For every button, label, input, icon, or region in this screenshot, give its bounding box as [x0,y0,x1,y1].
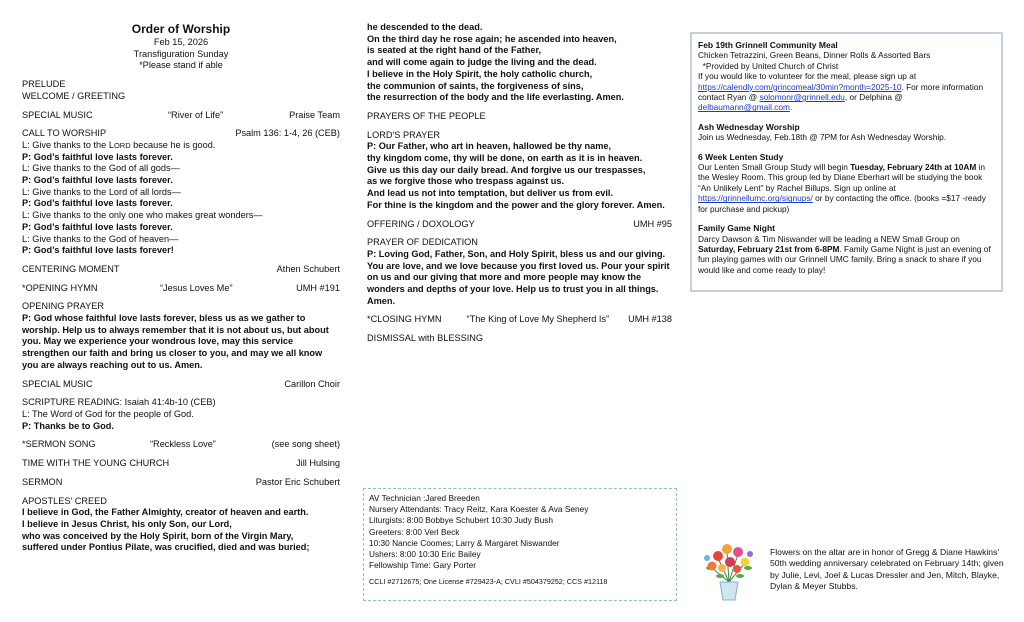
leader-text: L: Give thanks to the L [22,139,114,150]
sermon [22,477,340,489]
game-night-details: . Family Game Night is just an evening of fun playing games with our Grinnell UMC family. Bring a snack to share if you would like and come ready to play! [698,243,991,275]
young-church-label: TIME WITH THE YOUNG CHURCH [22,458,170,469]
creed-line: I believe in God, the Father Almighty, creator of heaven and earth. [22,507,309,518]
page-title: Order of Worship [131,22,231,36]
call-to-worship-ref: Psalm 136: 1-4, 26 (CEB) [235,128,340,139]
liturgical-sunday: Transfiguration Sunday [133,48,229,59]
dismissal: DISMISSAL with BLESSING [367,333,484,344]
opening-hymn [22,283,340,295]
volunteer-line: Nursery Attendants: Tracy Reitz, Kara Koester & Ava Seney [369,504,589,515]
creed-line: the resurrection of the body and the life everlasting. Amen. [367,92,624,103]
lenten-study-text [698,162,995,214]
special-music-2-performer: Carillon Choir [284,378,340,389]
ash-wednesday-title: Ash Wednesday Worship [698,121,800,132]
special-music-1 [22,110,340,122]
opening-prayer-text: P: God whose faithful love lasts forever, bless us as we gather to worship. Help us to always remember that it is not about us, but about you. May we experience your wondrous love, may this service strengthen our faith and bring us closer to you, and may we all know you are always reaching out to us. Amen. [22,313,329,370]
order-of-worship-column-2 [367,22,672,345]
sermon-song-title: “Reckless Love” [150,439,216,450]
lenten-contact: or by contacting the office. (books =$17 -ready for purchase and pickup) [698,193,986,214]
people-response: P: God’s faithful love lasts forever. [22,151,173,162]
word-of-god-leader: L: The Word of God for the people of God. [22,408,194,419]
altar-flowers-dedication: Flowers on the altar are in honor of Gregg & Diane Hawkins’ 50th wedding anniversary celebrated on February 14th; given by Julie, Levi, Joel & Lucas Dressler and Jen, Mitch, Blayke, Dylan & Meyer Stubbs. [770,547,1004,592]
stand-note: *Please stand if able [139,60,223,71]
people-response: P: God’s faithful love lasts forever. [22,198,173,209]
sermon-preacher: Pastor Eric Schubert [255,476,340,487]
prayer-line: Give us this day our daily bread. And forgive us our trespasses, [367,164,646,175]
meal-volunteer-text: If you would like to volunteer for the meal, please sign up at [698,71,917,82]
creed-line: he descended to the dead. [367,22,483,32]
volunteer-line: Greeters: 8:00 Verl Beck [369,526,460,537]
dedication-line: Amen. [367,295,396,306]
lenten-study-title: 6 Week Lenten Study [698,151,784,162]
sermon-song-label: *SERMON SONG [22,439,96,450]
word-of-god-people: P: Thanks be to God. [22,420,114,431]
opening-hymn-label: *OPENING HYMN [22,282,98,293]
lords-prayer-label: LORD'S PRAYER [367,129,441,140]
apostles-creed-part-1 [22,507,340,554]
prayers-of-the-people: PRAYERS OF THE PEOPLE [367,110,486,121]
sermon-song [22,439,340,451]
creed-line: On the third day he rose again; he ascended into heaven, [367,33,617,44]
leader-text: L: Give thanks to the God of heaven— [22,233,179,244]
opening-hymn-title: “Jesus Loves Me” [160,282,233,293]
offering-label: OFFERING / DOXOLOGY [367,218,475,229]
leader-line [22,210,340,222]
young-church-leader: Jill Hulsing [296,458,340,469]
prayer-line: as we forgive those who trespass against us. [367,176,565,187]
creed-line: and will come again to judge the living and the dead. [367,57,597,68]
call-to-worship-responses [22,140,340,257]
leader-line [22,140,340,152]
game-night-intro: Darcy Dawson & Tim Niswander will be leading a NEW Small Group on [698,233,960,244]
leader-text-end: because he is good. [130,139,216,150]
leader-text: L: Give thanks to the Lord of all lords— [22,186,181,197]
closing-hymn-title: “The King of Love My Shepherd Is” [466,314,610,325]
meal-contact-text: . For more information contact Ryan @ [698,81,984,103]
meal-or-text: , or Delphina @ [844,92,903,103]
delphina-email-link[interactable]: delbaumann@gmail.com [698,102,790,113]
creed-line: the communion of saints, the forgiveness of sins, [367,80,584,91]
creed-line: I believe in the Holy Spirit, the holy catholic church, [367,68,593,79]
special-music-2 [22,379,340,391]
dedication-line: on us and our giving that more and more people may know the [367,272,642,283]
bulletin-header [22,22,340,72]
people-response: P: God’s faithful love lasts forever. [22,221,173,232]
welcome-greeting: WELCOME / GREETING [22,90,126,101]
offering-hymn-number: UMH #95 [633,218,672,229]
people-response: P: God’s faithful love lasts forever. [22,175,173,186]
leader-text: L: Give thanks to the only one who makes great wonders— [22,210,263,221]
centering-label: CENTERING MOMENT [22,263,120,274]
leader-line [22,234,340,246]
service-date: Feb 15, 2026 [153,37,209,47]
dedication-line: wonders and depths of your love. Help us to trust you in all things. [367,284,659,295]
volunteer-line: 10:30 Nancie Coomes; Larry & Margaret Niswander [369,537,560,548]
prayer-line: thy kingdom come, thy will be done, on earth as it is in heaven. [367,153,643,164]
creed-line: suffered under Pontius Pilate, was crucified, died and was buried; [22,542,310,553]
prayer-of-dedication-text [367,249,672,308]
special-music-title: “River of Life” [168,109,224,120]
flower-bouquet-icon [700,538,758,602]
sermon-label: SERMON [22,476,63,487]
prelude: PRELUDE [22,79,66,90]
scripture-reading: SCRIPTURE READING: Isaiah 41:4b-10 (CEB) [22,397,216,408]
apostles-creed-part-2 [367,22,672,104]
creed-line: is seated at the right hand of the Father, [367,45,542,56]
prayer-line: And lead us not into temptation, but deliver us from evil. [367,188,614,199]
closing-hymn [367,314,672,326]
lenten-start-date: Tuesday, February 24th at 10AM [850,162,977,173]
centering-leader: Athen Schubert [276,263,340,274]
sermon-song-note: (see song sheet) [271,439,340,450]
creed-line: who was conceived by the Holy Spirit, born of the Virgin Mary, [22,530,294,541]
opening-prayer-label: OPENING PRAYER [22,301,105,312]
lenten-signup-link[interactable]: https://grinnellumc.org/signups/ [698,193,813,204]
announcements-box [690,32,1003,292]
lenten-details: in the Wesley Room. This group led by Diane Eberhart will be studying the book “An Unlikely Lent” by Rachel Billups. Sign up online at [698,162,985,193]
meal-menu: Chicken Tetrazzini, Green Beans, Dinner Rolls & Assorted Bars [698,50,931,61]
meal-provider: *Provided by United Church of Christ [698,60,839,71]
leader-line [22,187,340,199]
offering-doxology [367,219,672,231]
dedication-line: You are love, and we love because you first loved us. Pour your spirit [367,260,670,271]
special-music-2-label: SPECIAL MUSIC [22,378,93,389]
prayer-line: P: Our Father, who art in heaven, hallowed be thy name, [367,141,612,152]
special-music-performer: Praise Team [289,109,340,120]
special-music-label: SPECIAL MUSIC [22,109,93,120]
volunteer-line: Fellowship Time: Gary Porter [369,560,476,571]
centering-moment [22,264,340,276]
meal-volunteer-info [698,71,995,113]
prayer-of-dedication-label: PRAYER OF DEDICATION [367,237,478,248]
ryan-email-link[interactable]: solomonr@grinnell.edu [759,92,845,103]
time-with-young-church [22,458,340,470]
call-to-worship-label: CALL TO WORSHIP [22,128,107,139]
creed-line: I believe in Jesus Christ, his only Son, our Lord, [22,518,232,529]
order-of-worship-column-1 [22,22,340,554]
ash-wednesday-text: Join us Wednesday, Feb.18th @ 7PM for Ash Wednesday Worship. [698,132,947,143]
volunteer-line: AV Technician :Jared Breeden [369,493,480,503]
game-night-date: Saturday, February 21st from 6-8PM [698,243,840,254]
dedication-line: P: Loving God, Father, Son, and Holy Spirit, bless us and our giving. [367,248,666,259]
opening-hymn-number: UMH #191 [296,282,340,293]
leader-text: L: Give thanks to the God of all gods— [22,163,180,174]
call-to-worship [22,128,340,140]
closing-hymn-label: *CLOSING HYMN [367,314,442,325]
small-caps-lord: ORD [113,140,131,150]
people-response: P: God’s faithful love lasts forever! [22,245,174,256]
lenten-intro: Our Lenten Small Group Study will begin [698,162,851,173]
meal-period: . [789,102,793,113]
lords-prayer-text [367,141,672,211]
meal-signup-link[interactable]: https://calendly.com/grincomeal/30min?month=2025-10 [698,81,902,92]
prayer-line: For thine is the kingdom and the power and the glory forever. Amen. [367,199,665,210]
game-night-title: Family Game Night [698,223,775,234]
volunteer-line: Ushers: 8:00 10:30 Eric Bailey [369,549,481,560]
meal-title: Feb 19th Grinnell Community Meal [698,40,838,50]
closing-hymn-number: UMH #138 [628,314,672,325]
game-night-text [698,234,995,276]
leader-line [22,163,340,175]
volunteers-box [363,488,677,601]
volunteer-line: Liturgists: 8:00 Bobbye Schubert 10:30 Judy Bush [369,515,554,526]
license-info: CCLI #2712675; One License #729423-A; CVLI #504379252; CCS #12118 [369,577,608,587]
apostles-creed-label: APOSTLES’ CREED [22,495,107,506]
